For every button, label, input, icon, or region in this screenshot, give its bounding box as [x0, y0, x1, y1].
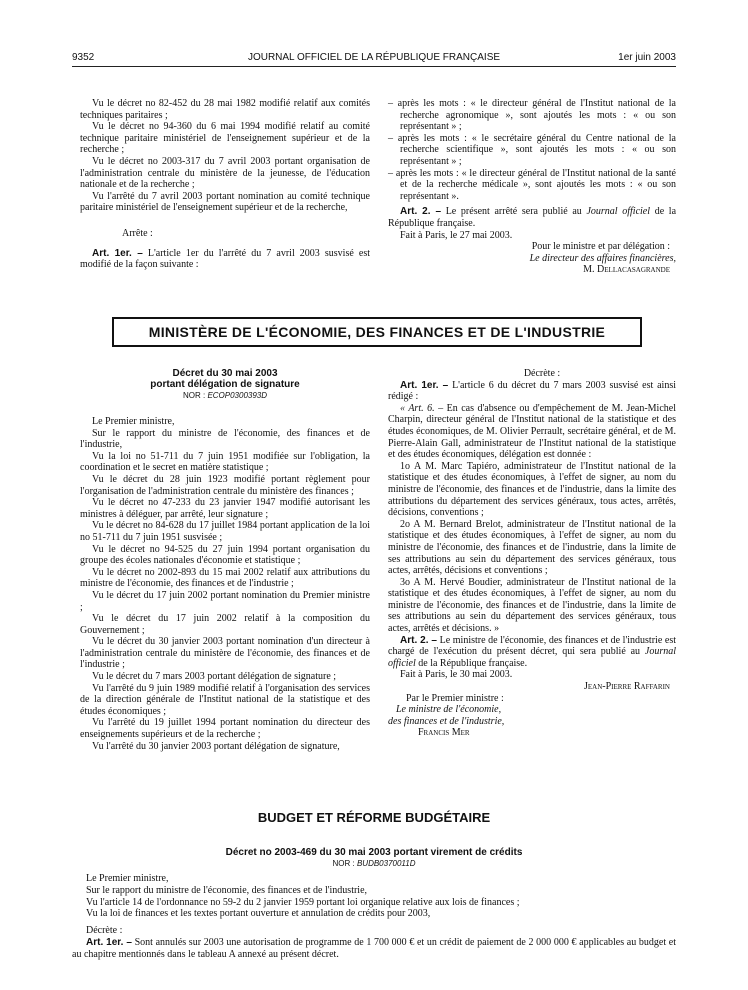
visa-paragraph: Vu le décret du 7 mars 2003 portant délégation de signature ;	[92, 671, 337, 683]
visa-paragraph: Sur le rapport du ministre de l'économie, des finances et de l'industrie,	[80, 427, 370, 451]
article-text: L'article 1er du l'arrêté du 7 avril 2003 susvisé est modifié de la façon suivante :	[80, 247, 370, 271]
visa-paragraph: Vu le décret no 2002-893 du 15 mai 2002 relatif aux attributions du ministre de l'économie, des finances et de l'industrie ;	[80, 566, 370, 590]
decree-title: Décret no 2003-469 du 30 mai 2003 portant virement de crédits	[225, 847, 523, 858]
article-1	[80, 248, 370, 271]
nor-label: NOR :	[182, 391, 206, 400]
article-text: Sont annulés sur 2003 une autorisation de programme de 1 700 000 € et un crédit de paiement de 2 000 000 € applicables au budget et au chapitre mentionnés dans le tableau A annexé au présent décret.	[72, 936, 676, 960]
section-heading: BUDGET ET RÉFORME BUDGÉTAIRE	[257, 810, 491, 825]
place-date: Fait à Paris, le 30 mai 2003.	[400, 669, 513, 681]
signatory-name: M. Dellacasagrande	[583, 264, 670, 276]
visa-paragraph: Vu le décret du 17 juin 2002 portant nomination du Premier ministre ;	[80, 589, 370, 613]
visa-paragraph: Vu l'article 14 de l'ordonnance no 59-2 du 2 janvier 1959 portant loi organique relative aux lois de finances ;	[86, 896, 520, 908]
article-6-text	[388, 403, 676, 461]
minister-role: Le ministre de l'économie,	[396, 704, 502, 716]
visa-paragraph: Vu le décret no 2003-317 du 7 avril 2003 portant organisation de l'administration centrale du ministère de la jeunesse, de l'éducation nationale et de la recherche ;	[80, 155, 370, 191]
visa-paragraph: Vu le décret no 47-233 du 23 janvier 1947 modifié autorisant les ministres à déléguer, par arrêté, leur signature ;	[80, 497, 370, 520]
amendment-item: – après les mots : « le directeur général de l'Institut national de la recherche agronomique », sont ajoutés les mots : « ou son représentant » ;	[388, 98, 676, 133]
decree1-left-column	[80, 368, 370, 752]
par-le-premier-ministre: Par le Premier ministre :	[406, 692, 504, 704]
visa-paragraph: Vu l'arrêté du 9 juin 1989 modifié relatif à l'organisation des services de la direction générale de l'Institut national de la statistique et des études économiques ;	[80, 682, 370, 717]
page-number: 9352	[72, 52, 95, 63]
visa-paragraph: Vu le décret no 94-360 du 6 mai 1994 modifié relatif au comité technique paritaire ministériel de l'enseignement supérieur et de la recherche ;	[80, 121, 370, 156]
article-1	[388, 380, 676, 403]
article-label: Art. 1er. –	[86, 936, 132, 948]
article-text: Le présent arrêté sera publié au	[445, 206, 582, 218]
ministry-heading: MINISTÈRE DE L'ÉCONOMIE, DES FINANCES ET DE L'INDUSTRIE	[112, 317, 642, 347]
journal-reference: Journal officiel	[586, 206, 651, 218]
decree-title: Décret du 30 mai 2003	[172, 368, 278, 379]
article-text: En cas d'absence ou d'empêchement de M. Jean-Michel Charpin, directeur général de l'Institut national de la statistique et des études économiques, de M. Olivier Perrault, secrétaire général, et de M. Pierre-Alain Gall, administrateur de l'Institut national de la statistique et des études économiques, délégation est donnée :	[388, 402, 676, 461]
amendment-item: – après les mots : « le secrétaire général du Centre national de la recherche scientifique », sont ajoutés les mots : « ou son représentant » ;	[388, 132, 676, 167]
signature-line: Pour le ministre et par délégation :	[531, 241, 670, 253]
visa-paragraph: Vu la loi no 51-711 du 7 juin 1951 modifiée sur l'obligation, la coordination et le secret en matière statistique ;	[80, 450, 370, 474]
visa-paragraph: Vu l'arrêté du 7 avril 2003 portant nomination au comité technique paritaire ministériel de l'enseignement supérieur et de la recherche,	[80, 190, 370, 214]
nor-code: BUDB0370011D	[356, 859, 416, 868]
nor-code: ECOP0300393D	[207, 391, 268, 400]
minister-name: Francis Mer	[418, 727, 470, 739]
delegation-item: 2o A M. Bernard Brelot, administrateur de l'Institut national de la statistique et des études économiques, à l'effet de signer, au nom du ministre de l'économie, des finances et de l'industrie, dans la limite de ses attributions au sein du département des services généraux, tous actes, arrêtés, décisions et conventions ;	[388, 518, 676, 577]
visa-paragraph: Sur le rapport du ministre de l'économie, des finances et de l'industrie,	[86, 884, 368, 896]
nor-reference	[80, 390, 370, 401]
signatory-name: Jean-Pierre Raffarin	[584, 681, 670, 693]
top-left-column	[80, 98, 370, 271]
article-text: Le ministre de l'économie, des finances et de l'industrie est chargé de l'exécution du présent décret, qui sera publié au	[388, 634, 676, 658]
place-date: Fait à Paris, le 27 mai 2003.	[400, 229, 513, 241]
article-text: de la République française.	[418, 657, 528, 669]
journal-title: JOURNAL OFFICIEL DE LA RÉPUBLIQUE FRANÇAISE	[247, 52, 501, 63]
amendment-item: – après les mots : « le directeur général de l'Institut national de la santé et de la recherche médicale », sont ajoutés les mots : « ou son représentant ».	[388, 167, 676, 202]
article-label: Art. 1er. –	[92, 247, 143, 259]
visa-paragraph: Vu le décret du 28 juin 1923 modifié portant règlement pour l'organisation de l'administration centrale du ministère des finances ;	[80, 473, 370, 497]
nor-reference	[72, 858, 676, 869]
signature-role: Le directeur des affaires financières,	[529, 252, 676, 264]
visa-paragraph: Vu la loi de finances et les textes portant ouverture et annulation de crédits pour 2003,	[86, 908, 431, 920]
header-rule	[72, 66, 676, 67]
article-2	[388, 635, 676, 670]
article-text: L'article 6 du décret du 7 mars 2003 susvisé est ainsi rédigé :	[388, 379, 676, 403]
decrete-heading: Décrète :	[86, 925, 123, 937]
visa-paragraph: Vu l'arrêté du 30 janvier 2003 portant délégation de signature,	[92, 740, 340, 752]
visa-paragraph: Le Premier ministre,	[86, 873, 169, 884]
minister-role: des finances et de l'industrie,	[388, 715, 505, 727]
visa-paragraph: Vu le décret du 30 janvier 2003 portant nomination d'un directeur à l'administration centrale du ministère de l'économie, des finances et de l'industrie ;	[80, 636, 370, 671]
delegation-item: 3o A M. Hervé Boudier, administrateur de l'Institut national de la statistique et des études économiques, à l'effet de signer, au nom du ministre de l'économie, des finances et de l'industrie, dans la limite de ses attributions au sein du département des services généraux, tous actes, arrêtés et décisions. »	[388, 576, 676, 635]
visa-paragraph: Vu le décret no 82-452 du 28 mai 1982 modifié relatif aux comités techniques paritaires ;	[80, 98, 370, 121]
article-label: Art. 1er. –	[400, 379, 449, 391]
visa-paragraph: Le Premier ministre,	[92, 416, 175, 427]
delegation-item: 1o A M. Marc Tapiéro, administrateur de l'Institut national de la statistique et des études économiques, à l'effet de signer, au nom du ministre de l'économie, des finances et de l'industrie, dans la limite des attributions du département des services généraux, tous actes, arrêtés, décisions, conventions ;	[388, 460, 676, 519]
arrete-heading: Arrête :	[122, 227, 153, 239]
visa-paragraph: Vu l'arrêté du 19 juillet 1994 portant nomination du directeur des enseignements supérieurs et de la recherche ;	[80, 717, 370, 741]
visa-paragraph: Vu le décret du 17 juin 2002 relatif à la composition du Gouvernement ;	[80, 613, 370, 636]
article-text: de la République française.	[388, 206, 677, 229]
decree2-block	[72, 847, 676, 961]
article-label: Art. 2. –	[400, 634, 437, 646]
decree1-right-column	[388, 368, 676, 739]
top-right-column	[388, 98, 676, 276]
decree-subtitle: portant délégation de signature	[150, 379, 300, 390]
article-2	[388, 206, 676, 229]
visa-paragraph: Vu le décret no 84-628 du 17 juillet 1984 portant application de la loi no 51-711 du 7 juin 1951 susvisée ;	[80, 520, 370, 543]
journal-reference: Journal officiel	[388, 646, 676, 669]
article-6-label: « Art. 6. –	[400, 402, 444, 414]
minister-title-cont	[388, 716, 676, 728]
signature-title	[388, 253, 676, 265]
article-1	[72, 937, 676, 961]
visa-paragraph: Vu le décret no 94-525 du 27 juin 1994 portant organisation du groupe des écoles nationales d'économie et statistique ;	[80, 543, 370, 567]
nor-label: NOR :	[332, 859, 355, 868]
article-label: Art. 2. –	[400, 206, 442, 218]
minister-title	[388, 704, 676, 716]
page-header	[72, 50, 676, 68]
issue-date: 1er juin 2003	[618, 52, 676, 63]
decrete-heading: Décrète :	[523, 368, 561, 379]
